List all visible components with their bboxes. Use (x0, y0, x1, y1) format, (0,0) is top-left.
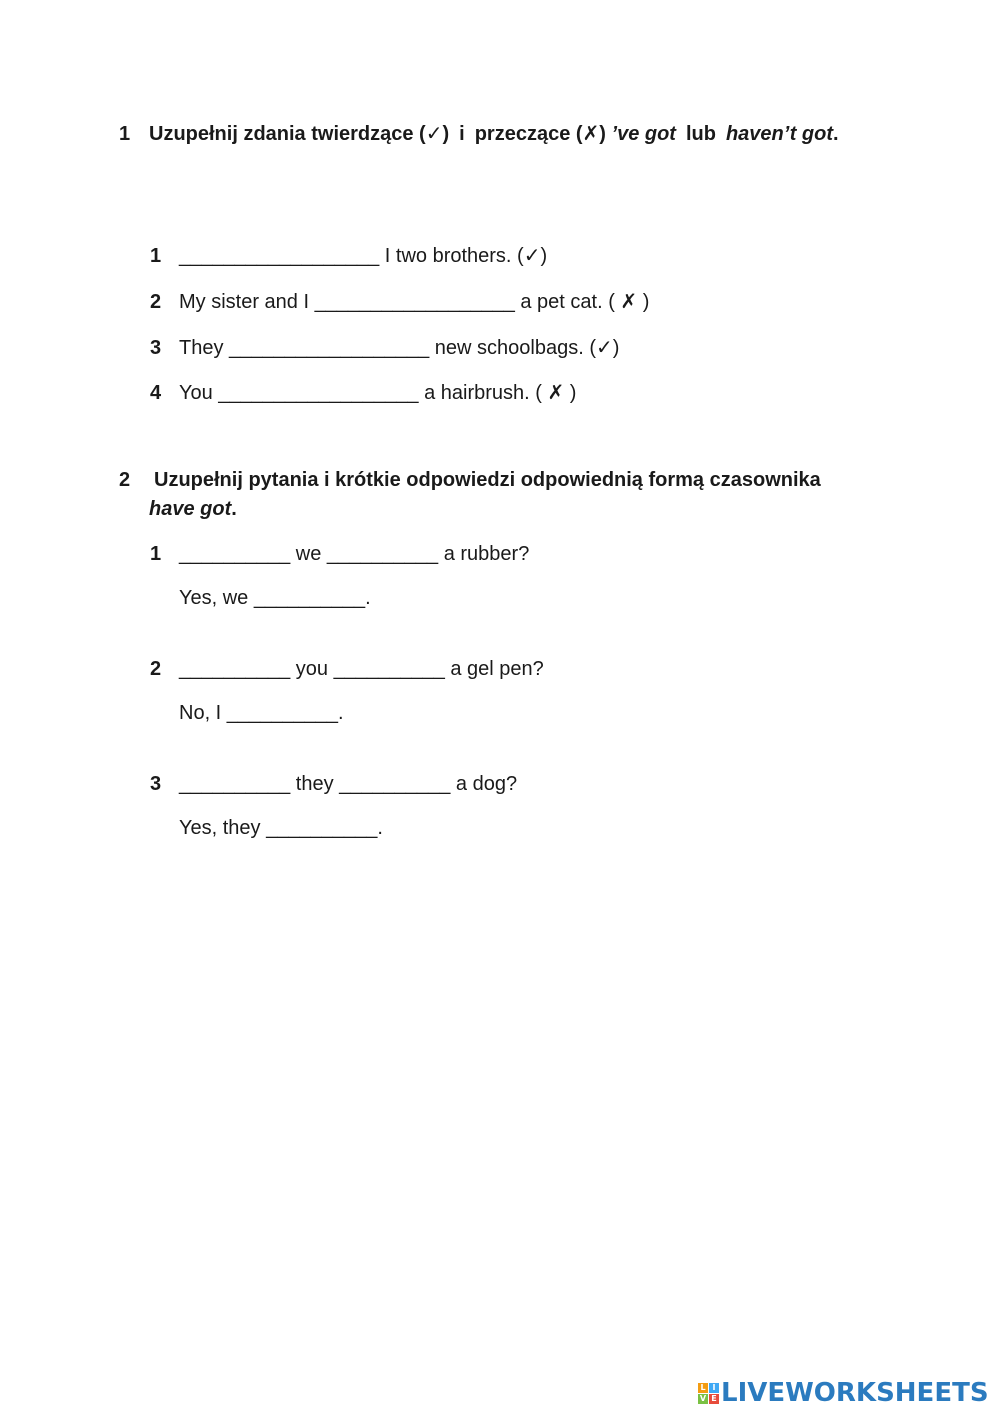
exercise-1-item (150, 243, 547, 269)
exercise-2-heading (119, 466, 879, 526)
exercise-2-question (150, 771, 517, 797)
item-sentence: They __________________ new schoolbags. (✓) (179, 337, 620, 359)
item-number: 4 (150, 382, 162, 404)
question-text: __________ they __________ a dog? (179, 773, 518, 795)
liveworksheets-logo-mark-icon: L I V E (698, 1383, 719, 1404)
exercise-2-answer: Yes, we __________. (179, 587, 371, 609)
question-text: __________ you __________ a gel pen? (179, 658, 544, 680)
item-sentence: You __________________ a hairbrush. ( ✗ ) (179, 382, 577, 404)
item-number: 3 (150, 773, 162, 795)
exercise-1-item (150, 335, 619, 361)
liveworksheets-logo-text: LIVEWORKSHEETS (721, 1378, 989, 1408)
item-sentence: __________________ I two brothers. (✓) (179, 245, 548, 267)
exercise-1-item (150, 380, 576, 406)
exercise-2-answer: Yes, they __________. (179, 817, 383, 839)
exercise-2-question (150, 541, 529, 567)
exercise-2-number: 2 (119, 469, 131, 491)
item-number: 1 (150, 245, 162, 267)
exercise-2-instruction: Uzupełnij pytania i krótkie odpowiedzi odpowiednią formą czasownika have got. (149, 469, 821, 520)
item-sentence: My sister and I __________________ a pet cat. ( ✗ ) (179, 291, 650, 313)
item-number: 2 (150, 658, 162, 680)
item-number: 3 (150, 337, 162, 359)
exercise-1-instruction: Uzupełnij zdania twierdzące (✓) i przeczące (✗) ’ve got lub haven’t got. (149, 123, 839, 145)
exercise-2-answer: No, I __________. (179, 702, 344, 724)
item-number: 1 (150, 543, 162, 565)
exercise-1-number: 1 (119, 123, 131, 145)
exercise-1-heading (119, 120, 879, 180)
exercise-2-question (150, 656, 544, 682)
exercise-1-item (150, 289, 649, 315)
item-number: 2 (150, 291, 162, 313)
liveworksheets-logo (698, 1378, 989, 1408)
question-text: __________ we __________ a rubber? (179, 543, 530, 565)
